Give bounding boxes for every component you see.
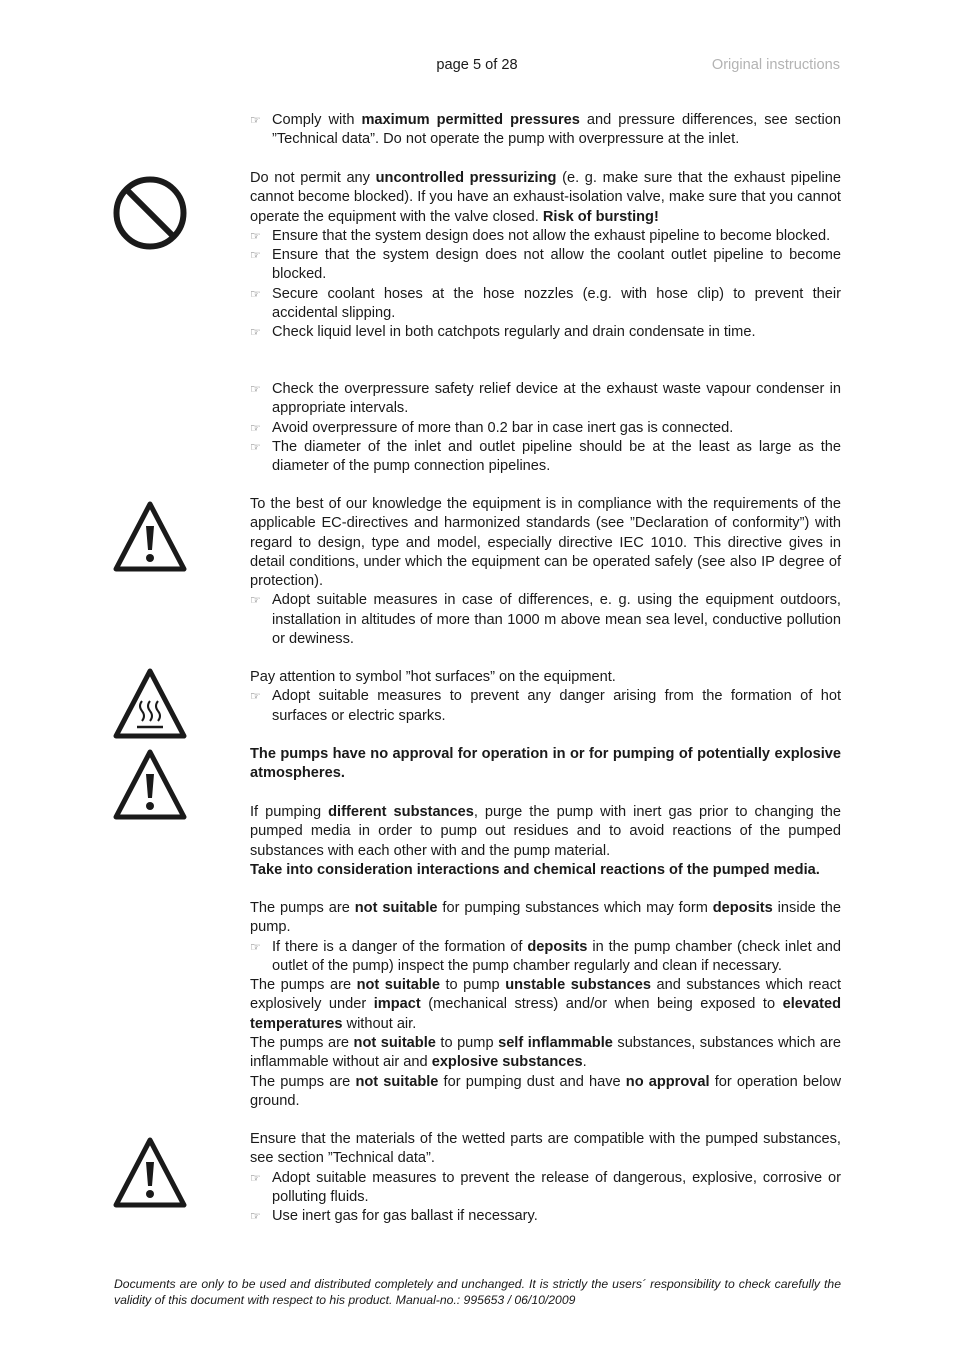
bullet-item: ☞ Use inert gas for gas ballast if necessary. bbox=[250, 1207, 841, 1226]
pointing-hand-icon: ☞ bbox=[250, 248, 261, 263]
section-not-suitable bbox=[250, 899, 841, 1111]
document-type: Original instructions bbox=[711, 57, 840, 73]
section-substances bbox=[250, 803, 841, 880]
bullet-item: ☞ Avoid overpressure of more than 0.2 bar in case inert gas is connected. bbox=[250, 419, 841, 438]
hot-surface-icon bbox=[112, 665, 188, 741]
bullet-item: ☞ Secure coolant hoses at the hose nozzles (e.g. with hose clip) to prevent their accidental slipping. bbox=[250, 285, 841, 322]
paragraph: If pumping different substances, purge the pump with inert gas prior to changing the pumped media in order to pump out residues and to avoid reactions of the pumped substances with each other with and the pump material. bbox=[250, 804, 841, 859]
prohibition-icon bbox=[112, 175, 188, 251]
paragraph: To the best of our knowledge the equipment is in compliance with the requirements of the applicable EC-directives and harmonized standards (see ”Declaration of conformity”) with regard to design, type and model, especially directive IEC 1010. This directive gives in detail conditions, under which the equipment can be operated safely (see also IP degree of protection). bbox=[250, 496, 841, 590]
paragraph: The pumps are not suitable to pump unstable substances and substances which react explosively under impact (mechanical stress) and/or when being exposed to elevated temperatures without air. bbox=[250, 977, 842, 1032]
paragraph: Take into consideration interactions and chemical reactions of the pumped media. bbox=[250, 861, 820, 878]
section-relief bbox=[250, 380, 841, 476]
pointing-hand-icon: ☞ bbox=[250, 325, 261, 340]
section-materials bbox=[250, 1130, 841, 1226]
pointing-hand-icon: ☞ bbox=[250, 593, 261, 608]
section-pressurizing bbox=[250, 169, 841, 343]
pointing-hand-icon: ☞ bbox=[250, 228, 261, 243]
paragraph: The pumps have no approval for operation in or for pumping of potentially explosive atmospheres. bbox=[250, 746, 841, 782]
bullet-item: ☞ Ensure that the system design does not allow the coolant outlet pipeline to become blocked. bbox=[250, 247, 841, 283]
bullet-item: ☞ Adopt suitable measures to prevent any danger arising from the formation of hot surfaces or electric sparks. bbox=[250, 688, 841, 724]
paragraph: Ensure that the materials of the wetted parts are compatible with the pumped substances, see section ”Technical data”. bbox=[250, 1131, 841, 1167]
paragraph: The pumps are not suitable for pumping substances which may form deposits inside the pump. bbox=[250, 900, 841, 936]
section-hot-surfaces bbox=[250, 668, 841, 726]
warning-icon bbox=[112, 498, 188, 574]
warning-icon bbox=[112, 1134, 188, 1210]
pointing-hand-icon: ☞ bbox=[250, 1170, 261, 1185]
bullet-item: ☞ Adopt suitable measures to prevent the release of dangerous, explosive, corrosive or polluting fluids. bbox=[250, 1169, 841, 1205]
bullet-item: ☞ Adopt suitable measures in case of differences, e. g. using the equipment outdoors, installation in altitudes of more than 1000 m above mean sea level, conductive pollution or dewiness. bbox=[250, 592, 841, 648]
pointing-hand-icon: ☞ bbox=[250, 113, 261, 127]
pointing-hand-icon: ☞ bbox=[250, 382, 261, 396]
pointing-hand-icon: ☞ bbox=[250, 286, 261, 301]
paragraph: The pumps are not suitable for pumping dust and have no approval for operation below ground. bbox=[250, 1073, 841, 1109]
pointing-hand-icon: ☞ bbox=[250, 439, 261, 454]
pointing-hand-icon: ☞ bbox=[250, 1209, 261, 1224]
bullet-item: ☞ If there is a danger of the formation of deposits in the pump chamber (check inlet and outlet of the pump) inspect the pump chamber regularly and clean if necessary. bbox=[250, 938, 841, 974]
pointing-hand-icon: ☞ bbox=[250, 689, 261, 704]
bullet-item: ☞ Comply with maximum permitted pressures and pressure differences, see section ”Technical data”. Do not operate the pump with overpressure at the inlet. bbox=[250, 112, 841, 148]
warning-icon bbox=[112, 746, 188, 822]
bullet-item: ☞ Check liquid level in both catchpots regularly and drain condensate in time. bbox=[250, 323, 841, 342]
section-pressure bbox=[250, 111, 841, 150]
pointing-hand-icon: ☞ bbox=[250, 420, 261, 435]
page-number: page 5 of 28 bbox=[436, 57, 518, 73]
paragraph: Do not permit any uncontrolled pressurizing (e. g. make sure that the exhaust pipeline cannot become blocked). If you have an exhaust-isolation valve, make sure that you cannot operate the equipment with the valve closed. Risk of bursting! bbox=[250, 170, 841, 225]
bullet-item: ☞ The diameter of the inlet and outlet pipeline should be at the least as large as the diameter of the pump connection pipelines. bbox=[250, 438, 841, 475]
section-compliance bbox=[250, 495, 841, 649]
footer-disclaimer: Documents are only to be used and distributed completely and unchanged. It is strictly the users´ responsibility to check carefully the validity of this document with respect to his product. Manual-no.: 995653 / 06/10/2009 bbox=[114, 1277, 841, 1307]
paragraph: The pumps are not suitable to pump self inflammable substances, substances which are inflammable without air and explosive substances. bbox=[250, 1035, 842, 1071]
section-explosive bbox=[250, 745, 841, 784]
pointing-hand-icon: ☞ bbox=[250, 939, 261, 954]
paragraph: Pay attention to symbol ”hot surfaces” on the equipment. bbox=[250, 669, 616, 685]
bullet-item: ☞ Ensure that the system design does not allow the exhaust pipeline to become blocked. bbox=[250, 227, 841, 246]
bullet-item: ☞ Check the overpressure safety relief device at the exhaust waste vapour condenser in appropriate intervals. bbox=[250, 381, 841, 417]
